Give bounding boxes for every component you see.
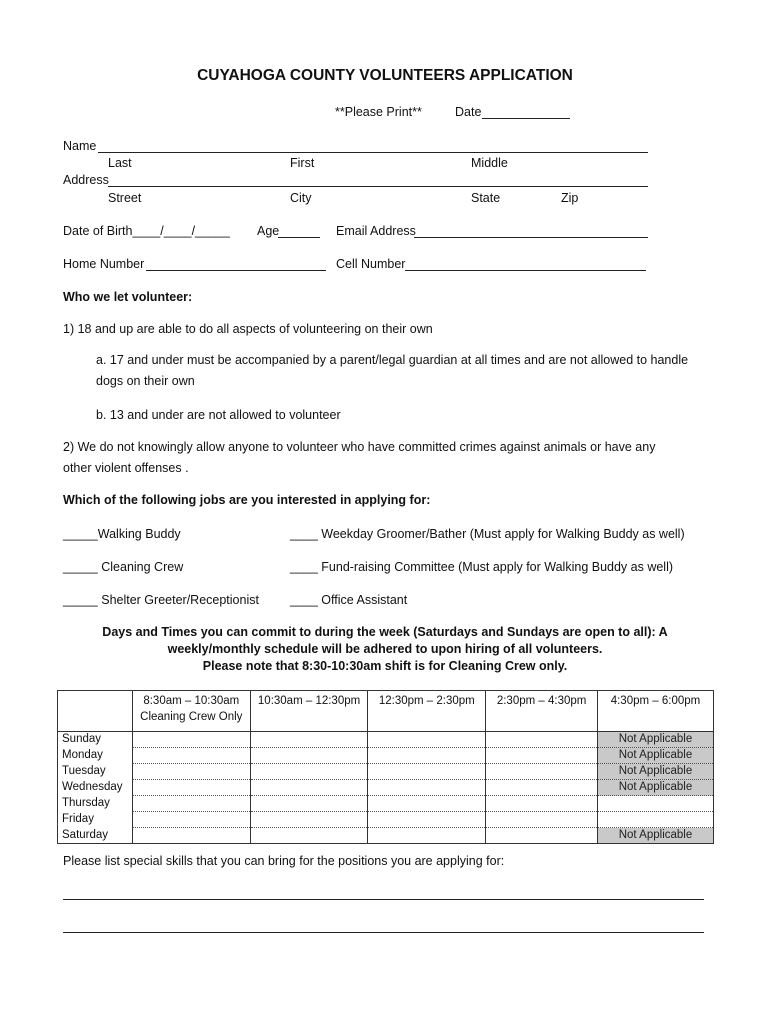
schedule-cell[interactable] xyxy=(250,796,368,812)
schedule-cell[interactable] xyxy=(250,732,368,748)
city-caption: City xyxy=(290,191,312,205)
not-applicable-cell: Not Applicable xyxy=(597,764,713,780)
middle-name-caption: Middle xyxy=(471,156,508,170)
day-label: Tuesday xyxy=(58,764,133,780)
first-name-caption: First xyxy=(290,156,315,170)
rule-1a: a. 17 and under must be accompanied by a parent/legal guardian at all times and are not allowed to handle dogs on their own xyxy=(96,353,689,388)
name-label: Name xyxy=(63,139,97,153)
schedule-cell[interactable] xyxy=(368,812,486,828)
schedule-corner xyxy=(58,691,133,732)
header-830-1030 xyxy=(132,691,250,732)
days-note-1: Days and Times you can commit to during the week (Saturdays and Sundays are open to all): A xyxy=(102,625,668,639)
header-830-1030-time: 8:30am – 10:30am xyxy=(143,695,240,707)
rule-1: 1) 18 and up are able to do all aspects of volunteering on their own xyxy=(63,322,433,336)
job-cleaning-crew[interactable]: _____ Cleaning Crew xyxy=(63,560,184,574)
schedule-cell[interactable] xyxy=(486,748,598,764)
home-number-field[interactable] xyxy=(146,270,326,271)
schedule-cell[interactable] xyxy=(250,812,368,828)
state-caption: State xyxy=(471,191,501,205)
schedule-cell[interactable] xyxy=(486,796,598,812)
days-note-2: weekly/monthly schedule will be adhered to upon hiring of all volunteers. xyxy=(167,642,603,656)
name-field[interactable] xyxy=(98,152,648,153)
schedule-cell[interactable] xyxy=(250,780,368,796)
header-230-430: 2:30pm – 4:30pm xyxy=(486,691,598,732)
schedule-row-sunday xyxy=(58,732,714,748)
schedule-cell[interactable] xyxy=(132,764,250,780)
schedule-cell[interactable] xyxy=(486,732,598,748)
schedule-cell[interactable] xyxy=(597,796,713,812)
schedule-cell[interactable] xyxy=(132,812,250,828)
job-office-assistant[interactable]: ____ Office Assistant xyxy=(290,593,408,607)
schedule-row-monday xyxy=(58,748,714,764)
date-label: Date xyxy=(455,105,482,119)
schedule-cell[interactable] xyxy=(486,828,598,844)
schedule-cell[interactable] xyxy=(368,828,486,844)
age-field[interactable] xyxy=(278,237,320,238)
not-applicable-cell: Not Applicable xyxy=(597,748,713,764)
schedule-cell[interactable] xyxy=(486,812,598,828)
job-fundraising[interactable]: ____ Fund-raising Committee (Must apply for Walking Buddy as well) xyxy=(290,560,674,574)
header-430-600: 4:30pm – 6:00pm xyxy=(597,691,713,732)
home-number-label: Home Number xyxy=(63,257,145,271)
cell-number-field[interactable] xyxy=(405,270,646,271)
schedule-cell[interactable] xyxy=(132,796,250,812)
form-title: CUYAHOGA COUNTY VOLUNTEERS APPLICATION xyxy=(197,67,573,84)
schedule-row-tuesday xyxy=(58,764,714,780)
schedule-cell[interactable] xyxy=(486,764,598,780)
rule-2 xyxy=(63,437,683,479)
schedule-cell[interactable] xyxy=(368,732,486,748)
who-heading: Who we let volunteer: xyxy=(63,290,193,304)
cell-number-label: Cell Number xyxy=(336,257,406,271)
schedule-cell[interactable] xyxy=(250,828,368,844)
date-field[interactable] xyxy=(482,118,570,119)
schedule-cell[interactable] xyxy=(368,796,486,812)
schedule-cell[interactable] xyxy=(132,748,250,764)
day-label: Saturday xyxy=(58,828,133,844)
not-applicable-cell: Not Applicable xyxy=(597,780,713,796)
address-field[interactable] xyxy=(108,186,648,187)
day-label: Friday xyxy=(58,812,133,828)
not-applicable-cell: Not Applicable xyxy=(597,828,713,844)
skills-line-2[interactable] xyxy=(63,932,704,933)
address-label: Address xyxy=(63,173,109,187)
email-field[interactable] xyxy=(414,237,648,238)
header-1230-230: 12:30pm – 2:30pm xyxy=(368,691,486,732)
schedule-cell[interactable] xyxy=(368,764,486,780)
schedule-row-saturday xyxy=(58,828,714,844)
email-label: Email Address xyxy=(336,224,416,238)
skills-line-1[interactable] xyxy=(63,899,704,900)
job-shelter-greeter[interactable]: _____ Shelter Greeter/Receptionist xyxy=(63,593,259,607)
schedule-cell[interactable] xyxy=(132,732,250,748)
jobs-heading: Which of the following jobs are you interested in applying for: xyxy=(63,493,431,507)
schedule-row-thursday xyxy=(58,796,714,812)
schedule-cell[interactable] xyxy=(486,780,598,796)
schedule-cell[interactable] xyxy=(250,748,368,764)
day-label: Wednesday xyxy=(58,780,133,796)
skills-prompt: Please list special skills that you can bring for the positions you are applying for: xyxy=(63,854,505,868)
street-caption: Street xyxy=(108,191,142,205)
age-label: Age xyxy=(257,224,280,238)
job-walking-buddy[interactable]: _____Walking Buddy xyxy=(63,527,181,541)
rule-2-text: 2) We do not knowingly allow anyone to volunteer who have committed crimes against animals or have any other violent offenses . xyxy=(63,440,656,475)
not-applicable-cell: Not Applicable xyxy=(597,732,713,748)
schedule-cell[interactable] xyxy=(250,764,368,780)
header-830-1030-note: Cleaning Crew Only xyxy=(140,711,243,723)
schedule-cell[interactable] xyxy=(368,748,486,764)
please-print-note: **Please Print** xyxy=(335,105,422,119)
schedule-row-friday xyxy=(58,812,714,828)
day-label: Sunday xyxy=(58,732,133,748)
day-label: Thursday xyxy=(58,796,133,812)
job-weekday-groomer[interactable]: ____ Weekday Groomer/Bather (Must apply for Walking Buddy as well) xyxy=(290,527,685,541)
zip-caption: Zip xyxy=(561,191,579,205)
schedule-cell[interactable] xyxy=(597,812,713,828)
days-note-3: Please note that 8:30-10:30am shift is for Cleaning Crew only. xyxy=(202,659,568,673)
schedule-cell[interactable] xyxy=(132,780,250,796)
dob-field[interactable]: Date of Birth____/____/_____ xyxy=(63,224,230,238)
day-label: Monday xyxy=(58,748,133,764)
schedule-cell[interactable] xyxy=(132,828,250,844)
rule-1b: b. 13 and under are not allowed to volunteer xyxy=(96,408,341,422)
schedule-header-row xyxy=(58,691,714,732)
last-name-caption: Last xyxy=(108,156,132,170)
schedule-cell[interactable] xyxy=(368,780,486,796)
schedule-table xyxy=(57,690,714,844)
header-1030-1230: 10:30am – 12:30pm xyxy=(250,691,368,732)
schedule-row-wednesday xyxy=(58,780,714,796)
